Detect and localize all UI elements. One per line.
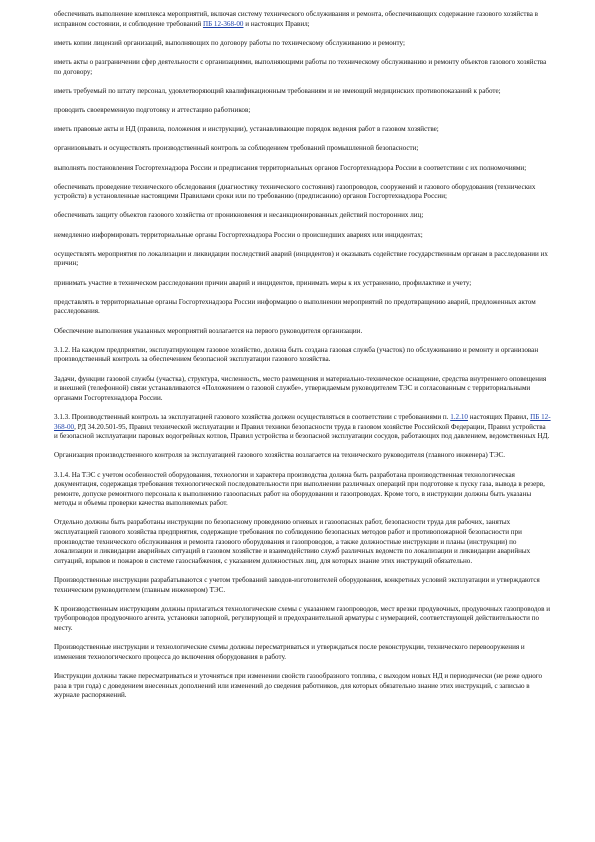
paragraph-text: обеспечивать проведение технического обследования (диагностику технического состояния) газопроводов, сооружений и газового оборудования (технических устройств) в установленные настоящими Правилами сроки или по требованию (предписанию) органов Госгортехнадзора России; <box>54 182 536 201</box>
paragraph <box>54 413 551 442</box>
paragraph-text: представлять в территориальные органы Госгортехнадзора России информацию о выполнении мероприятий по предотвращению аварий, предложенных актом расследования. <box>54 297 536 316</box>
paragraph-text: и настоящих Правил; <box>243 19 310 28</box>
paragraph <box>54 605 551 634</box>
paragraph-text: иметь копии лицензий организаций, выполняющих по договору работы по техническому обслуживанию и ремонту; <box>54 38 405 47</box>
paragraph-text: Отдельно должны быть разработаны инструкции по безопасному проведению огневых и газоопасных работ, безопасности труда для рабочих, занятых эксплуатацией газового хозяйства предприятия, содержащие требования по соблюдению безопасных методов работ и противопожарной безопасности при производстве технического обслуживания и ремонта газового оборудования и газопроводов, а также должностные инструкции и планы (инструкции) по локализации и ликвидации аварийных ситуаций в газовом хозяйстве и взаимодействию служб различных ведомств по локализации и ликвидации аварийных ситуаций, взрывов и пожаров в системе газоснабжения, с указанием должностных лиц, для которых знание этих инструкций обязательно. <box>54 518 531 565</box>
document-link[interactable]: ПБ 12-368-00 <box>54 412 551 431</box>
paragraph-text: принимать участие в техническом расследовании причин аварий и инцидентов, принимать меры к их устранению, профилактике и учету; <box>54 278 472 287</box>
paragraph-text: Организация производственного контроля за эксплуатацией газового хозяйства возлагается на технического руководителя (главного инженера) ТЭС. <box>54 451 506 460</box>
document-link[interactable]: 1.2.10 <box>450 412 468 421</box>
paragraph-text: иметь правовые акты и НД (правила, положения и инструкции), устанавливающие порядок ведения работ в газовом хозяйстве; <box>54 125 439 134</box>
paragraph <box>54 518 551 566</box>
paragraph-text: обеспечивать выполнение комплекса мероприятий, включая систему технического обслуживания и ремонта, обеспечивающих содержание газового хозяйства в исправном состоянии, и соблюдение требований <box>54 10 538 28</box>
paragraph <box>54 672 551 701</box>
paragraph <box>54 58 551 77</box>
paragraph-text: 3.1.2. На каждом предприятии, эксплуатирующем газовое хозяйство, должна быть создана газовая служба (участок) по обслуживанию и ремонту и организован производственный контроль за обеспечением безопасной эксплуатации газового хозяйства. <box>54 345 539 364</box>
paragraph-text: 3.1.4. На ТЭС с учетом особенностей оборудования, технологии и характера производства должна быть разработана производственная технологическая документация, содержащая требования технологической последовательности при выполнении различных операций при подготовке к пуску газа, вывода в резерв, ремонте, допуске ремонтного персонала к выполнению газоопасных работ на оборудовании и газопроводах. Кроме того, в инструкции должны быть указаны методы и объемы проверки качества выполняемых работ. <box>54 470 545 508</box>
paragraph-text: Инструкции должны также пересматриваться и уточняться при изменении свойств газообразного топлива, с выходом новых НД и периодически (не реже одного раза в три года) с доведением внесенных дополнений или изменений до сведения работников, для которых обязательно знание этих инструкций, с записью в журнале распоряжений. <box>54 671 543 700</box>
paragraph-text: , РД 34.20.501-95, Правил технической эксплуатации и Правил техники безопасности труда в газовом хозяйстве Российской Федерации, Правил устройства и безопасной эксплуатации паровых водогрейных котлов, Правил устройства и безопасной эксплуатации сосудов, работающих под давлением, ведомственных НД. <box>54 422 550 441</box>
paragraph <box>54 576 551 595</box>
paragraph <box>54 471 551 509</box>
paragraph <box>54 144 551 154</box>
paragraph-text: К производственным инструкциям должны прилагаться технологические схемы с указанием газопроводов, мест врезки продувочных, продувочных газопроводов и трубопроводов продувочного агента, установки запорной, регулирующей и предохранительной арматуры с нумерацией, соответствующей действительности по месту. <box>54 604 550 632</box>
paragraph-text: Производственные инструкции разрабатываются с учетом требований заводов-изготовителей оборудования, конкретных условий эксплуатации и утверждаются техническим руководителем (главным инженером) ТЭС. <box>54 576 540 594</box>
paragraph-text: немедленно информировать территориальные органы Госгортехнадзора России о происшедших авариях или инцидентах; <box>54 230 423 239</box>
paragraph <box>54 346 551 365</box>
paragraph-text: настоящих Правил, <box>467 412 531 421</box>
document-link[interactable]: ПБ 12-368-00 <box>202 19 244 28</box>
paragraph <box>54 451 551 461</box>
paragraph <box>54 106 551 116</box>
paragraph <box>54 125 551 135</box>
paragraph <box>54 10 551 29</box>
paragraph-text: 3.1.3. Производственный контроль за эксплуатацией газового хозяйства должен осуществляться в соответствии с требованиями п. <box>54 412 451 421</box>
paragraph <box>54 39 551 49</box>
paragraph <box>54 250 551 269</box>
paragraph-text: обеспечивать защиту объектов газового хозяйства от проникновения и несанкционированных действий посторонних лиц; <box>54 211 424 220</box>
paragraph-text: иметь акты о разграничении сфер деятельности с организациями, выполняющими работы по техническому обслуживанию и ремонту объектов газового хозяйства по договору; <box>54 57 547 76</box>
paragraph <box>54 87 551 97</box>
paragraph <box>54 211 551 221</box>
paragraph <box>54 327 551 337</box>
paragraph-text: проводить своевременную подготовку и аттестацию работников; <box>54 105 251 114</box>
paragraph <box>54 298 551 317</box>
paragraph-text: осуществлять мероприятия по локализации и ликвидации последствий аварий (инцидентов) и оказывать содействие государственным органам в расследовании их причин; <box>54 249 548 268</box>
paragraph <box>54 643 551 662</box>
paragraph-text: иметь требуемый по штату персонал, удовлетворяющий квалификационным требованиям и не имеющий медицинских противопоказаний к работе; <box>54 86 501 95</box>
paragraph <box>54 375 551 404</box>
paragraph <box>54 183 551 202</box>
paragraph-text: Производственные инструкции и технологические схемы должны пересматриваться и утверждаться после реконструкции, технического перевооружения и изменения технологического процесса до включения оборудования в работу. <box>54 643 525 661</box>
paragraph-text: Задачи, функции газовой службы (участка), структура, численность, место размещения и материально-техническое оснащение, средства внутреннего оповещения и внешней (телефонной) связи устанавливаются «Положением о газовой службе», утверждаемым руководителем ТЭС и согласованным с территориальными органами Госгортехнадзора России. <box>54 374 547 402</box>
paragraph-text: выполнять постановления Госгортехнадзора России и предписания территориальных органов Госгортехнадзора России в соответствии с их полномочиями; <box>54 163 527 172</box>
paragraph <box>54 279 551 289</box>
paragraph <box>54 164 551 174</box>
paragraph-text: организовывать и осуществлять производственный контроль за соблюдением требований промышленной безопасности; <box>54 144 419 153</box>
paragraph-text: Обеспечение выполнения указанных мероприятий возлагается на первого руководителя организации. <box>54 326 363 335</box>
paragraph <box>54 231 551 241</box>
